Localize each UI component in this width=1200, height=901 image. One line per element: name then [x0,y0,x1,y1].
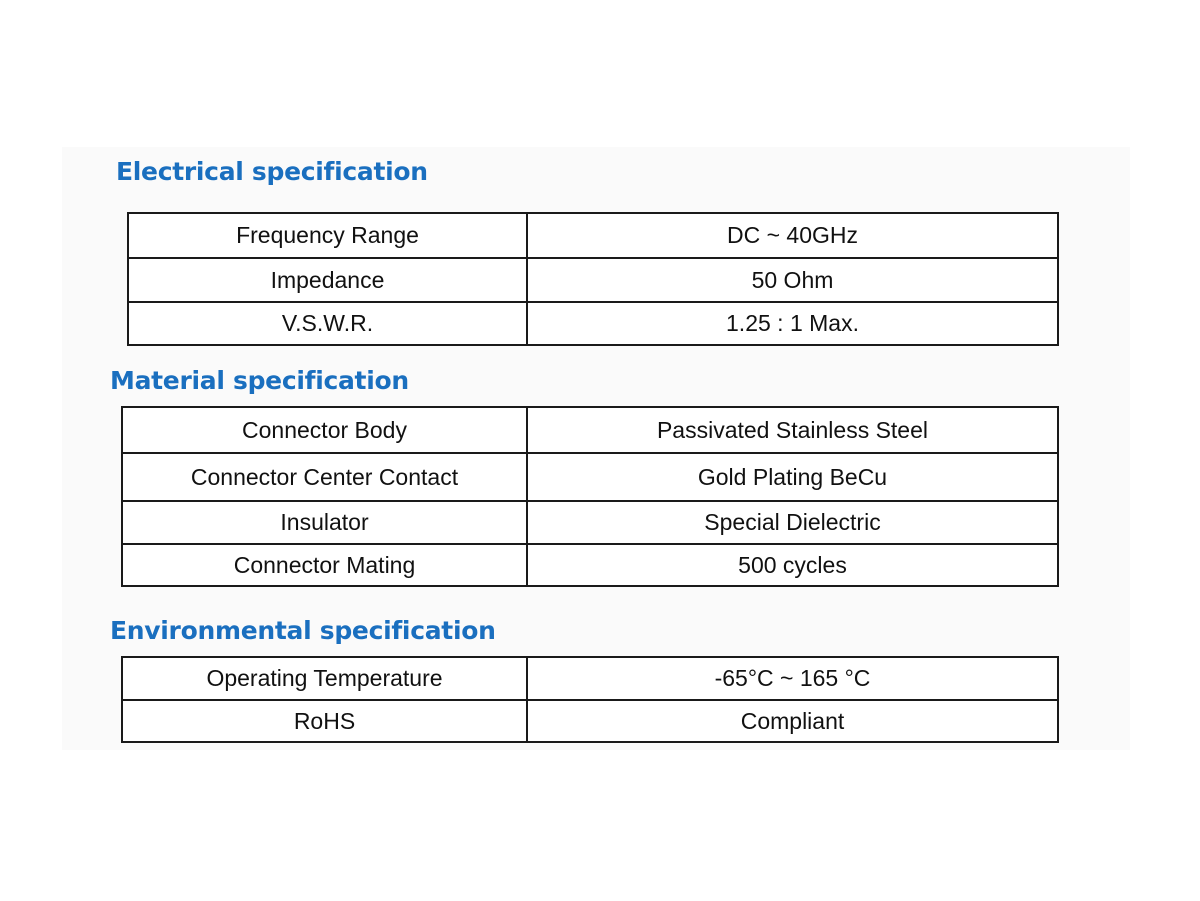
spec-label: Connector Body [122,407,527,453]
spec-label: Impedance [128,258,527,302]
table-row [122,453,1058,501]
electrical-spec-table [127,212,1059,346]
spec-value: 1.25 : 1 Max. [527,302,1058,345]
table-row [122,700,1058,742]
spec-value: DC ~ 40GHz [527,213,1058,258]
table-row [128,302,1058,345]
spec-label: RoHS [122,700,527,742]
material-spec-title: Material specification [110,366,409,395]
table-row [122,407,1058,453]
material-spec-table [121,406,1059,587]
spec-value: 500 cycles [527,544,1058,586]
spec-value: 50 Ohm [527,258,1058,302]
electrical-spec-title: Electrical specification [116,157,428,186]
spec-value: Special Dielectric [527,501,1058,544]
table-row [128,213,1058,258]
table-row [122,544,1058,586]
spec-value: Passivated Stainless Steel [527,407,1058,453]
spec-label: Connector Center Contact [122,453,527,501]
environmental-spec-title: Environmental specification [110,616,496,645]
table-row [122,657,1058,700]
spec-label: Connector Mating [122,544,527,586]
spec-label: Insulator [122,501,527,544]
spec-value: Compliant [527,700,1058,742]
spec-label: V.S.W.R. [128,302,527,345]
environmental-spec-table [121,656,1059,743]
spec-label: Frequency Range [128,213,527,258]
table-row [122,501,1058,544]
table-row [128,258,1058,302]
spec-value: Gold Plating BeCu [527,453,1058,501]
spec-label: Operating Temperature [122,657,527,700]
spec-value: -65°C ~ 165 °C [527,657,1058,700]
